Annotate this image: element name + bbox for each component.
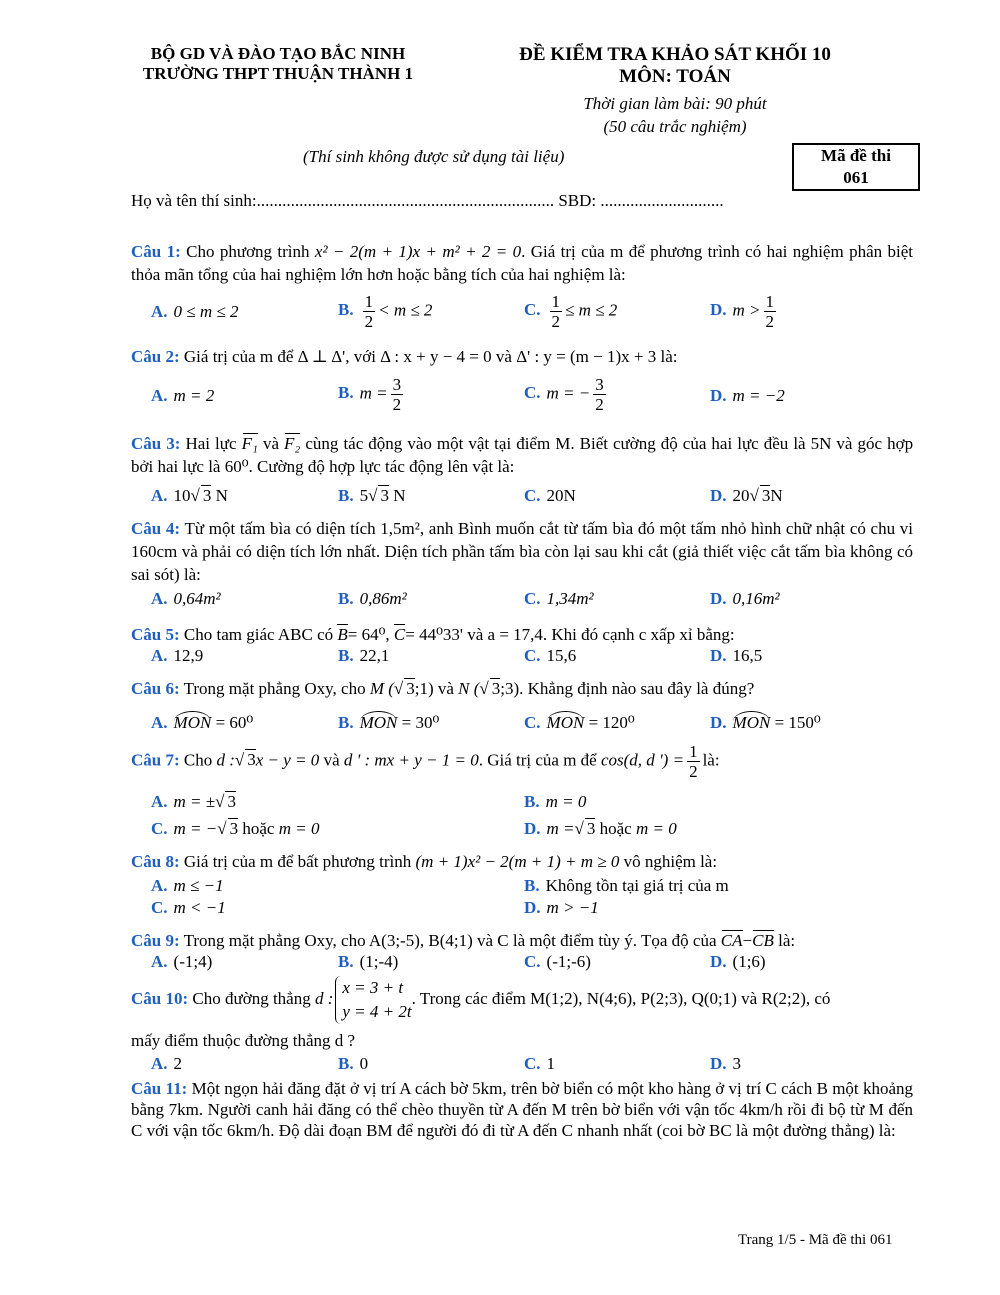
q6-option-b: B. MON = 30⁰ [338,713,440,732]
q4-option-c: C. 1,34m² [524,589,594,608]
q8-option-b: B. Không tồn tại giá trị của m [524,876,729,895]
q10-option-b: B. 0 [338,1054,369,1073]
q10-option-a: A. 2 [151,1054,183,1073]
vector-f1: F₁ [241,434,258,453]
q10-option-d: D. 3 [710,1054,742,1073]
q10-option-c: C. 1 [524,1054,556,1073]
question-4: Câu 4: Từ một tấm bìa có diện tích 1,5m², anh Bình muốn cắt từ tấm bìa đó một tấm nhỏ hình chữ nhật có chu vi 160cm và phải có diện tích lớn nhất. Diện tích phần tấm bìa còn lại sau khi cắt (giả thiết việc cắt tấm bìa không có sai sót) là: [131,519,913,584]
vector-f2: F₂ [284,434,301,453]
question-7: Câu 7: Cho d :√ 3x − y = 0 và d ' : mx + y − 1 = 0. Giá trị của m để cos(d, d ') = $\frac{1}{2}$ là: [131,742,720,781]
question-11: Câu 11: Một ngọn hải đăng đặt ở vị trí A cách bờ 5km, trên bờ biển có một kho hàng ở vị trí C cách B một khoảng bằng 7km. Người canh hải đăng có thể chèo thuyền từ A đến M trên bờ biển với vận tốc 4km/h rồi đi bộ từ M đến C với vận tốc 6km/h. Độ dài đoạn BM để người đó đi từ A đến C nhanh nhất (coi bờ BC là một đường thẳng) là: [131,1079,914,1140]
question-3: Câu 3: Hai lực F₁ và F₂ cùng tác động vào một vật tại điểm M. Biết cường độ của hai lực đều là 5N và góc hợp bởi hai lực là 60⁰. Cường độ hợp lực tác động lên vật là: [131,434,914,476]
q1-option-a: A. 0 ≤ m ≤ 2 [151,302,239,321]
q1-option-b: B. $\frac{1}{2}$ < m ≤ 2 [338,292,433,331]
q2-option-d: D. m = −2 [710,386,785,405]
q8-option-a: A. m ≤ −1 [151,876,224,895]
q5-option-d: D. 16,5 [710,646,763,665]
q5-option-c: C. 15,6 [524,646,577,665]
q7-option-a: A. m = ±√ 3 [151,792,236,811]
exam-meta: Thời gian làm bài: 90 phút (50 câu trắc nghiệm) [583,94,767,136]
q9-option-a: A. (-1;4) [151,952,213,971]
question-5: Câu 5: Cho tam giác ABC có B= 64⁰, C= 44⁰33' và a = 17,4. Khi đó cạnh c xấp xỉ bằng: [131,625,735,644]
q2-option-a: A. m = 2 [151,386,215,405]
q7-option-d: D. m =√ 3 hoặc m = 0 [524,819,677,838]
question-10: Câu 10: Cho đường thẳng d : x = 3 + t y = 4 + 2t . Trong các điểm M(1;2), N(4;6), P(2;3), Q(0;1) và R(2;2), có [131,976,913,1024]
q5-option-a: A. 12,9 [151,646,204,665]
vector-cb: CB [752,931,774,950]
q6-option-a: A. MON = 60⁰ [151,713,254,732]
exam-title: ĐỀ KIỂM TRA KHẢO SÁT KHỐI 10 MÔN: TOÁN [519,44,831,87]
question-6: Câu 6: Trong mặt phẳng Oxy, cho M (√ 3;1) và N (√ 3;3). Khẳng định nào sau đây là đúng? [131,679,755,698]
question-9: Câu 9: Trong mặt phẳng Oxy, cho A(3;-5), B(4;1) và C là một điểm tùy ý. Tọa độ của CA−CB là: [131,931,796,950]
q8-option-d: D. m > −1 [524,898,599,917]
q4-option-b: B. 0,86m² [338,589,407,608]
q8-option-c: C. m < −1 [151,898,226,917]
q1-option-d: D. m > $\frac{1}{2}$ [710,292,775,331]
q3-option-a: A. 10√ 3 N [151,486,228,505]
page-footer: Trang 1/5 - Mã đề thi 061 [738,1232,893,1248]
q9-option-b: B. (1;-4) [338,952,399,971]
line-system: x = 3 + t y = 4 + 2t [335,976,411,1024]
q4-option-a: A. 0,64m² [151,589,221,608]
q3-option-c: C. 20N [524,486,576,505]
q7-option-c: C. m = −√ 3 hoặc m = 0 [151,819,320,838]
exam-code-box: Mã đề thi 061 [792,143,920,191]
question-1: Câu 1: Cho phương trình x² − 2(m + 1)x + m² + 2 = 0. Giá trị của m để phương trình có hai nghiệm phân biệt thỏa mãn tổng của hai nghiệm lớn hơn hoặc bằng tích của hai nghiệm là: [131,242,913,284]
vector-ca: CA [720,931,743,950]
q3-option-d: D. 20√ 3N [710,486,783,505]
q4-option-d: D. 0,16m² [710,589,780,608]
exam-note: (Thí sinh không được sử dụng tài liệu) [303,147,565,166]
q1-option-c: C. $\frac{1}{2}$ ≤ m ≤ 2 [524,292,618,331]
question-8: Câu 8: Giá trị của m để bất phương trình (m + 1)x² − 2(m + 1) + m ≥ 0 vô nghiệm là: [131,852,718,871]
question-2: Câu 2: Giá trị của m để Δ ⊥ Δ', với Δ : x + y − 4 = 0 và Δ' : y = (m − 1)x + 3 là: [131,347,678,366]
q2-option-b: B. m = $\frac{3}{2}$ [338,375,402,414]
q3-option-b: B. 5√ 3 N [338,486,406,505]
question-10-cont: mấy điểm thuộc đường thẳng d ? [131,1031,356,1050]
q6-option-d: D. MON = 150⁰ [710,713,821,732]
q6-option-c: C. MON = 120⁰ [524,713,635,732]
student-line: Họ và tên thí sinh:...................................................................... SBD: ............................. [131,191,724,210]
q7-option-b: B. m = 0 [524,792,587,811]
q2-option-c: C. m = − $\frac{3}{2}$ [524,375,604,414]
school-dept: BỘ GD VÀ ĐÀO TẠO BẮC NINH TRƯỜNG THPT THUẬN THÀNH 1 [142,44,414,83]
q9-option-c: C. (-1;-6) [524,952,591,971]
q5-option-b: B. 22,1 [338,646,390,665]
q9-option-d: D. (1;6) [710,952,766,971]
